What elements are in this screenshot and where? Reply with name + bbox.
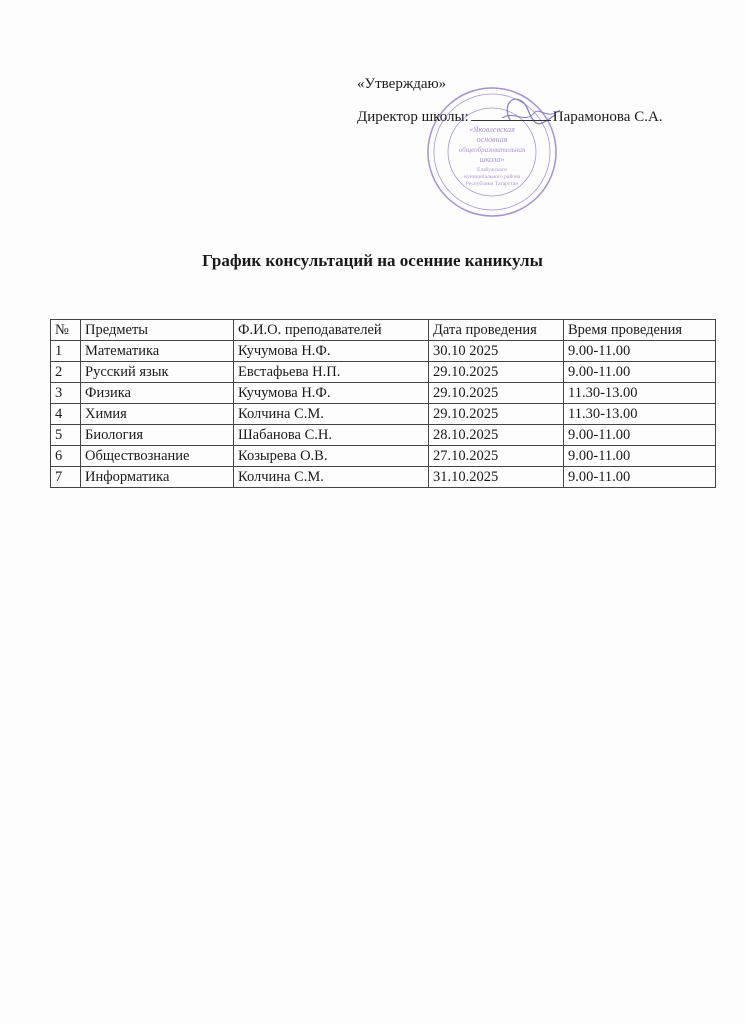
table-header-row	[51, 320, 716, 341]
svg-text:Республики Татарстан: Республики Татарстан	[465, 181, 519, 187]
header-cell: №	[51, 320, 81, 341]
table-cell: 3	[51, 383, 81, 404]
svg-text:Елабужского: Елабужского	[477, 167, 507, 173]
table-cell: Информатика	[81, 467, 234, 488]
svg-text:основная: основная	[476, 135, 508, 144]
director-signature-line	[357, 106, 663, 126]
table-cell: Биология	[81, 425, 234, 446]
director-name: Парамонова С.А.	[552, 109, 663, 125]
table-cell: 30.10 2025	[429, 341, 564, 362]
table-cell: Козырева О.В.	[234, 446, 429, 467]
signature-line	[471, 106, 551, 121]
table-cell: 9.00-11.00	[564, 446, 716, 467]
table-cell: 11.30-13.00	[564, 404, 716, 425]
table-cell: 5	[51, 425, 81, 446]
header-cell: Дата проведения	[429, 320, 564, 341]
table-cell: 29.10.2025	[429, 362, 564, 383]
table-row	[51, 341, 716, 362]
table-cell: Шабанова С.Н.	[234, 425, 429, 446]
table-cell: Математика	[81, 341, 234, 362]
header-cell: Ф.И.О. преподавателей	[234, 320, 429, 341]
approval-label: «Утверждаю»	[357, 76, 447, 92]
table-cell: Колчина С.М.	[234, 467, 429, 488]
table-cell: 9.00-11.00	[564, 425, 716, 446]
header-cell: Предметы	[81, 320, 234, 341]
table-row	[51, 425, 716, 446]
consultation-schedule-table	[50, 319, 716, 488]
table-cell: 1	[51, 341, 81, 362]
table-cell: Евстафьева Н.П.	[234, 362, 429, 383]
table-cell: 2	[51, 362, 81, 383]
table-cell: 9.00-11.00	[564, 362, 716, 383]
table-row	[51, 446, 716, 467]
table-row	[51, 404, 716, 425]
table-cell: 7	[51, 467, 81, 488]
table-cell: Колчина С.М.	[234, 404, 429, 425]
table-cell: Кучумова Н.Ф.	[234, 383, 429, 404]
table-cell: Кучумова Н.Ф.	[234, 341, 429, 362]
table-cell: 31.10.2025	[429, 467, 564, 488]
table-cell: Химия	[81, 404, 234, 425]
svg-text:муниципального района: муниципального района	[463, 174, 521, 180]
table-cell: 28.10.2025	[429, 425, 564, 446]
table-row	[51, 467, 716, 488]
table-row	[51, 383, 716, 404]
table-cell: 29.10.2025	[429, 404, 564, 425]
svg-text:школа»: школа»	[479, 155, 505, 164]
table-row	[51, 362, 716, 383]
table-cell: Обществознание	[81, 446, 234, 467]
table-cell: 27.10.2025	[429, 446, 564, 467]
document-title: График консультаций на осенние каникулы	[202, 251, 543, 270]
table-cell: Русский язык	[81, 362, 234, 383]
table-cell: 9.00-11.00	[564, 341, 716, 362]
header-cell: Время проведения	[564, 320, 716, 341]
school-stamp	[420, 80, 565, 220]
table-cell: 4	[51, 404, 81, 425]
table-cell: 9.00-11.00	[564, 467, 716, 488]
table-cell: 6	[51, 446, 81, 467]
director-label: Директор школы:	[357, 109, 469, 125]
table-cell: Физика	[81, 383, 234, 404]
svg-text:общеобразовательная: общеобразовательная	[458, 146, 526, 154]
table-cell: 11.30-13.00	[564, 383, 716, 404]
svg-text:«Яковлевская: «Яковлевская	[469, 125, 515, 134]
table-cell: 29.10.2025	[429, 383, 564, 404]
